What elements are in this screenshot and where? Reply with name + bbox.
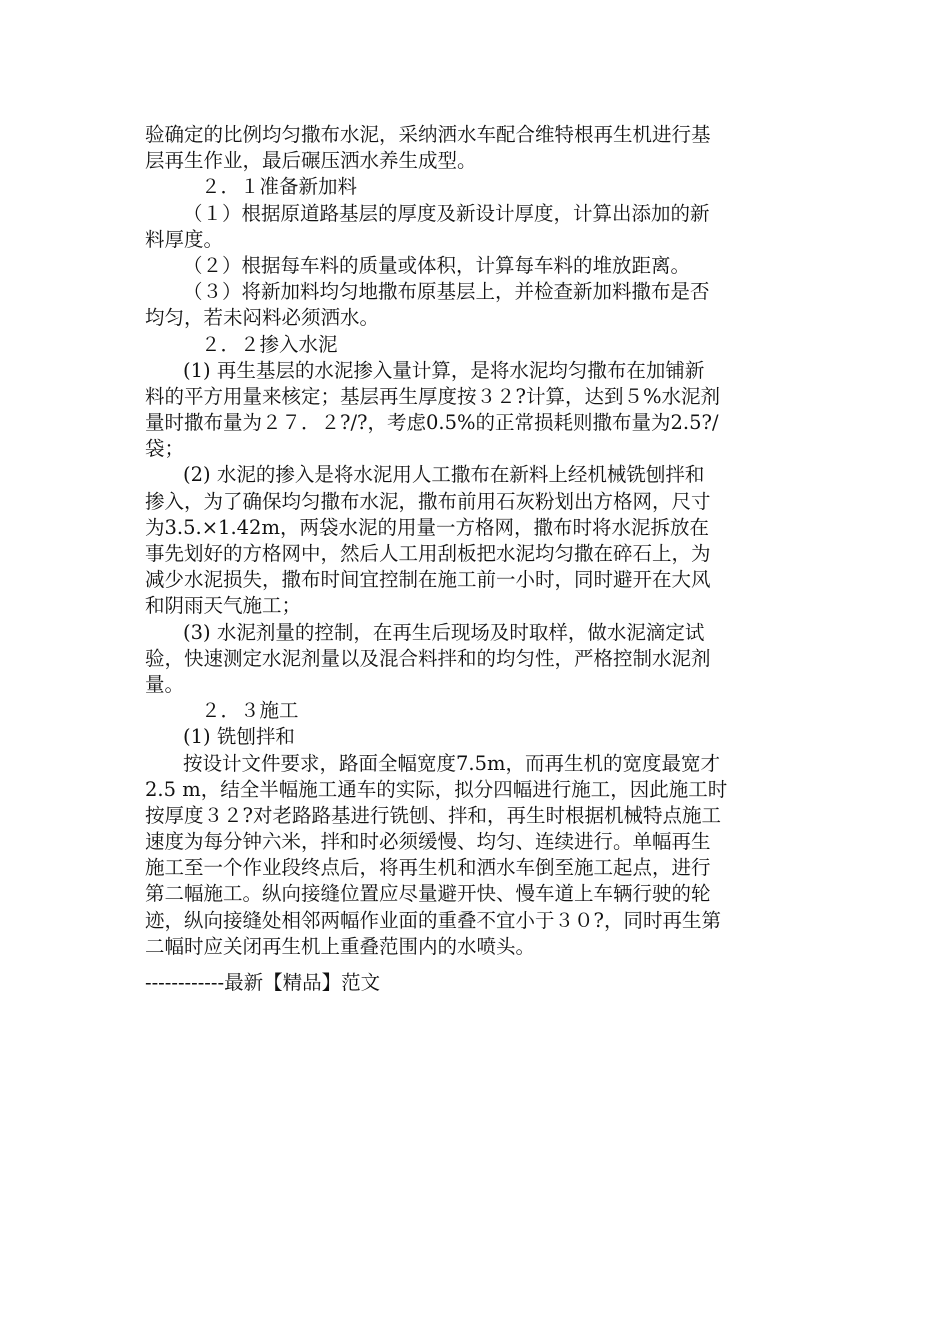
text-line: 按设计文件要求，路面全幅宽度7.5m，而再生机的宽度最宽才 [183,751,721,775]
text-line: 掺入，为了确保均匀撒布水泥，撒布前用石灰粉划出方格网，尺寸 [145,489,711,513]
text-line: 量时撒布量为２７．２?/?，考虑0.5%的正常损耗则撒布量为2.5?/ [145,411,719,435]
text-line: 量。 [145,672,185,696]
text-line: 速度为每分钟六米，拌和时必须缓慢、均匀、连续进行。单幅再生 [145,830,711,854]
document-body [145,122,805,960]
footer-text: ------------最新【精品】范文 [145,971,381,994]
text-line: 和阴雨天气施工； [145,594,302,618]
text-line: 事先划好的方格网中，然后人工用刮板把水泥均匀撒在碎石上，为 [145,542,711,565]
text-line: （１）根据原道路基层的厚度及新设计厚度，计算出添加的新 [183,201,710,225]
text-line: 验，快速测定水泥剂量以及混合料拌和的均匀性，严格控制水泥剂 [145,646,711,670]
text-line: 2.5 m，结全半幅施工通车的实际，拟分四幅进行施工，因此施工时 [145,777,728,801]
text-line: 为3.5.×1.42m，两袋水泥的用量一方格网，撒布时将水泥拆放在 [145,515,709,539]
text-line: 均匀，若未闷料必须洒水。 [145,306,380,330]
section-heading: ２．２掺入水泥 [201,332,338,356]
text-line: 第二幅施工。纵向接缝位置应尽量避开快、慢车道上车辆行驶的轮 [145,882,711,906]
text-line: 层再生作业，最后碾压洒水养生成型。 [145,149,477,173]
text-line: 二幅时应关闭再生机上重叠范围内的水喷头。 [145,934,536,958]
text-line: 按厚度３２?对老路路基进行铣刨、拌和，再生时根据机械特点施工 [145,803,721,827]
text-line: 迹，纵向接缝处相邻两幅作业面的重叠不宜小于３０?，同时再生第 [145,908,721,932]
text-line: 减少水泥损失，撒布时间宜控制在施工前一小时，同时避开在大风 [145,568,711,592]
text-line: 施工至一个作业段终点后，将再生机和洒水车倒至施工起点，进行 [145,856,711,880]
text-line: 料厚度。 [145,227,224,251]
text-line: （２）根据每车料的质量或体积，计算每车料的堆放距离。 [183,253,691,277]
text-line: 料的平方用量来核定；基层再生厚度按３２?计算，达到５%水泥剂 [145,384,720,408]
text-line: (1) 铣刨拌和 [183,725,295,749]
section-heading: ２．１准备新加料 [201,175,358,199]
text-line: （３）将新加料均匀地撒布原基层上，并检查新加料撒布是否 [183,280,710,304]
text-line: 验确定的比例均匀撒布水泥，采纳洒水车配合维特根再生机进行基 [145,123,711,146]
text-line: (1) 再生基层的水泥掺入量计算，是将水泥均匀撒布在加铺新 [183,358,705,382]
text-line: 袋； [145,437,185,461]
text-line: (3) 水泥剂量的控制，在再生后现场及时取样，做水泥滴定试 [183,620,705,644]
text-line: (2) 水泥的掺入是将水泥用人工撒布在新料上经机械铣刨拌和 [183,463,705,487]
section-heading: ２．３施工 [201,699,299,723]
